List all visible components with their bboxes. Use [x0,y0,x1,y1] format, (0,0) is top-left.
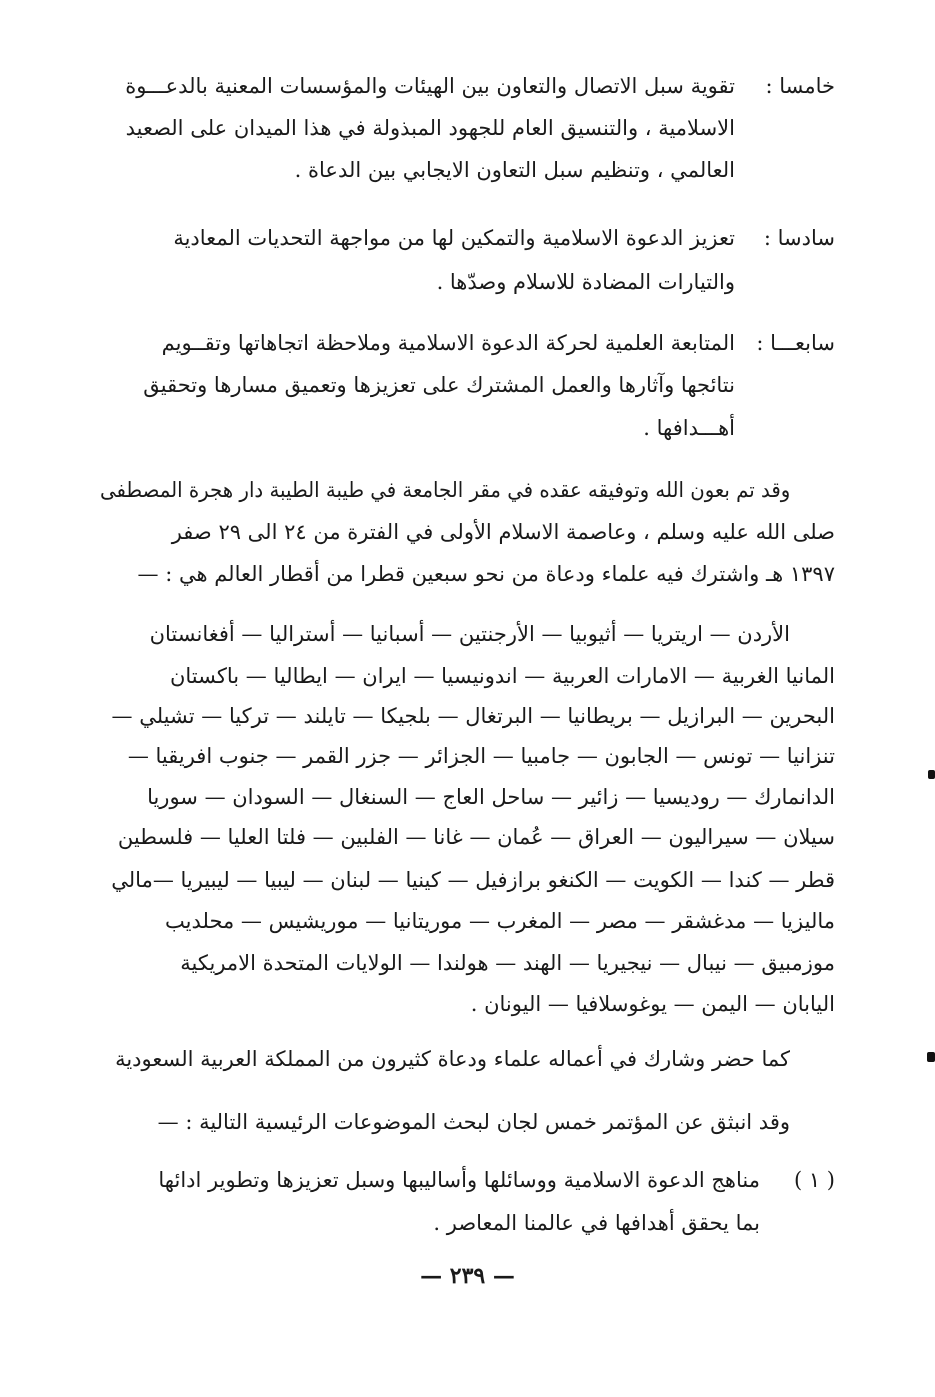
paragraph-line: صلى الله عليه وسلم ، وعاصمة الاسلام الأولى في الفترة من ٢٤ الى ٢٩ صفر [171,520,835,544]
item-line: أهـــدافها . [643,416,735,440]
item-line: المتابعة العلمية لحركة الدعوة الاسلامية وملاحظة اتجاهاتها وتقــويم [161,331,735,355]
page-number: — ٢٣٩ — [420,1263,515,1289]
item-line: الاسلامية ، والتنسيق العام للجهود المبذولة في هذا الميدان على الصعيد [125,116,735,140]
committees-intro: وقد انبثق عن المؤتمر خمس لجان لبحث الموضوعات الرئيسية التالية : — [157,1110,790,1134]
paragraph-line: موزمبيق — نيبال — نيجيريا — الهند — هولندا — الولايات المتحدة الامريكية [180,951,835,975]
scan-mark [928,770,935,779]
item-line: تعزيز الدعوة الاسلامية والتمكين لها من مواجهة التحديات المعادية [173,226,735,250]
paragraph-line: قطر — كندا — الكويت — الكنغو برازفيل — كينيا — لبنان — ليبيا — ليبيريا —مالي [111,868,835,892]
paragraph-line: اليابان — اليمن — يوغوسلافيا — اليونان . [470,992,835,1016]
item-label: سابعـــا : [756,331,835,355]
paragraph-line: وقد تم بعون الله وتوفيقه عقده في مقر الجامعة في طيبة الطيبة دار هجرة المصطفى [99,478,790,502]
item-line: تقوية سبل الاتصال والتعاون بين الهيئات والمؤسسات المعنية بالدعـــوة [125,74,735,98]
paragraph-line: المانيا الغربية — الامارات العربية — اندونيسيا — ايران — ايطاليا — باكستان [169,664,835,688]
paragraph-line: سيلان — سيراليون — العراق — عُمان — غانا — الفلبين — فلتا العليا — فلسطين [117,825,835,849]
paragraph-line: الدانمارك — روديسيا — زائير — ساحل العاج — السنغال — السودان — سوريا [147,785,835,809]
committee-line: بما يحقق أهدافها في عالمنا المعاصر . [433,1211,760,1235]
scan-mark [927,1052,935,1062]
committee-label: ( ١ ) [793,1168,835,1192]
item-line: نتائجها وآثارها والعمل المشترك على تعزيزها وتعميق مسارها وتحقيق [143,373,735,397]
item-label: سادسا : [763,226,835,250]
paragraph-line: الأردن — اريتريا — أثيوبيا — الأرجنتين — أسبانيا — أستراليا — أفغانستان [149,622,790,646]
item-label: خامسا : [765,74,835,98]
paragraph-line: ماليزيا — مدغشقر — مصر — المغرب — موريتانيا — موريشيس — محلديب [165,909,835,933]
item-line: والتيارات المضادة للاسلام وصدّها . [436,270,735,294]
item-line: العالمي ، وتنظيم سبل التعاون الايجابي بين الدعاة . [294,158,735,182]
paragraph-line: ١٣٩٧ هـ واشترك فيه علماء ودعاة من نحو سبعين قطرا من أقطار العالم هي : — [137,562,835,586]
paragraph-line: البحرين — البرازيل — بريطانيا — البرتغال — بلجيكا — تايلند — تركيا — تشيلي — [111,704,835,728]
committee-line: مناهج الدعوة الاسلامية ووسائلها وأساليبها وسبل تعزيزها وتطوير ادائها [158,1168,760,1192]
paragraph-line: تنزانيا — تونس — الجابون — جامبيا — الجزائر — جزر القمر — جنوب افريقيا — [127,744,835,768]
attendance-paragraph: كما حضر وشارك في أعماله علماء ودعاة كثيرون من المملكة العربية السعودية [115,1047,790,1071]
